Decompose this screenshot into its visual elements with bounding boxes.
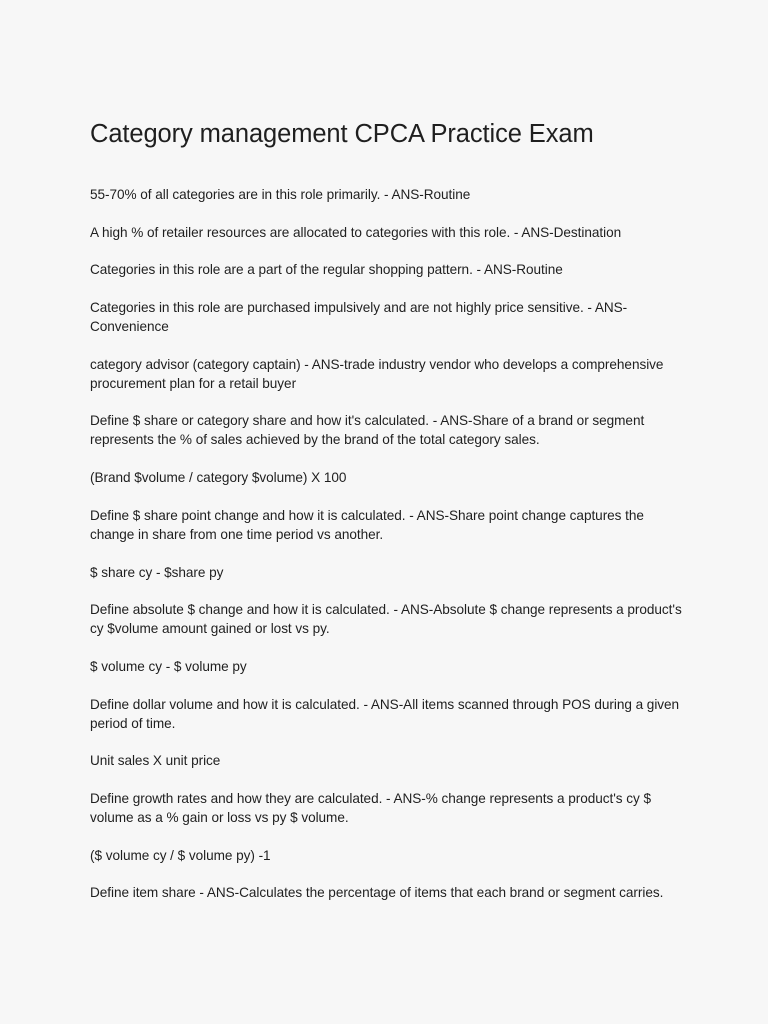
paragraph: Define $ share or category share and how it's calculated. - ANS-Share of a brand or segment represents the % of sales achieved by the brand of the total category sales.: [90, 413, 645, 448]
paragraph: Define growth rates and how they are calculated. - ANS-% change represents a product's cy $ volume as a % gain or loss vs py $ volume.: [90, 790, 651, 825]
formula: $ volume cy - $ volume py: [90, 658, 247, 674]
paragraph: Define absolute $ change and how it is calculated. - ANS-Absolute $ change represents a product's cy $volume amount gained or lost vs py.: [90, 602, 682, 637]
paragraph: Categories in this role are a part of the regular shopping pattern. - ANS-Routine: [90, 262, 563, 278]
paragraph: Define dollar volume and how it is calculated. - ANS-All items scanned through POS during a given period of time.: [90, 696, 680, 731]
paragraph: Define $ share point change and how it is calculated. - ANS-Share point change captures the change in share from one time period vs another.: [90, 507, 644, 542]
paragraph: A high % of retailer resources are allocated to categories with this role. - ANS-Destination: [90, 224, 622, 240]
paragraph: Define item share - ANS-Calculates the percentage of items that each brand or segment carries.: [90, 885, 664, 901]
paragraph: 55-70% of all categories are in this role primarily. - ANS-Routine: [90, 187, 471, 202]
document-title: Category management CPCA Practice Exam: [90, 120, 594, 148]
paragraph: Categories in this role are purchased impulsively and are not highly price sensitive. - ANS-Convenience: [90, 300, 628, 335]
formula: ($ volume cy / $ volume py) -1: [90, 847, 271, 863]
formula: (Brand $volume / category $volume) X 100: [90, 470, 347, 486]
formula: Unit sales X unit price: [90, 753, 221, 769]
paragraph: category advisor (category captain) - ANS-trade industry vendor who develops a comprehensive procurement plan for a retail buyer: [90, 356, 664, 391]
formula: $ share cy - $share py: [90, 564, 224, 580]
